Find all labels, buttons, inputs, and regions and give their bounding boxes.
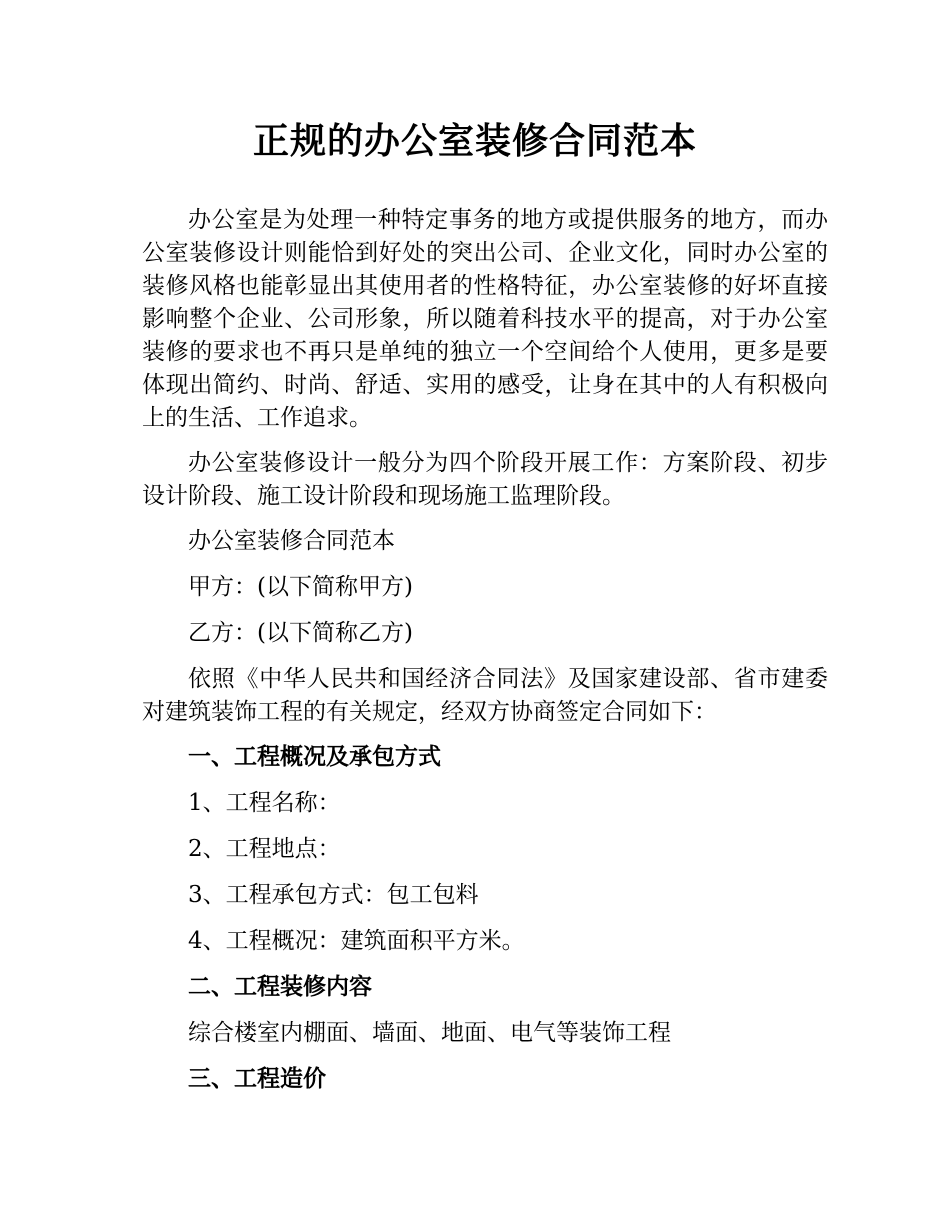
- document-title: 正规的办公室装修合同范本: [252, 121, 697, 162]
- legal-basis-paragraph: 依照《中华人民共和国经济合同法》及国家建设部、省市建委对建筑装饰工程的有关规定，经双方协商签定合同如下：: [142, 666, 828, 725]
- document-body: [142, 204, 828, 1109]
- section-heading-3: 三、工程造价: [188, 1066, 326, 1092]
- design-stages-paragraph: 办公室装修设计一般分为四个阶段开展工作：方案阶段、初步设计阶段、施工设计阶段和现场施工监理阶段。: [142, 450, 828, 509]
- section-heading-2: 二、工程装修内容: [188, 974, 372, 1000]
- section-heading-1: 一、工程概况及承包方式: [188, 744, 441, 770]
- intro-paragraph: 办公室是为处理一种特定事务的地方或提供服务的地方，而办公室装修设计则能恰到好处的突出公司、企业文化，同时办公室的装修风格也能彰显出其使用者的性格特征，办公室装修的好坏直接影响整个企业、公司形象，所以随着科技水平的提高，对于办公室装修的要求也不再只是单纯的独立一个空间给个人使用，更多是要体现出简约、时尚、舒适、实用的感受，让身在其中的人有积极向上的生活、工作追求。: [142, 207, 828, 431]
- contract-method-line: 3、工程承包方式：包工包料: [188, 882, 479, 908]
- project-overview-line: 4、工程概况：建筑面积平方米。: [188, 928, 525, 954]
- project-name-line: 1、工程名称：: [188, 790, 341, 816]
- project-location-line: 2、工程地点：: [188, 836, 341, 862]
- party-b-line: 乙方：(以下简称乙方): [188, 620, 413, 646]
- decoration-scope-line: 综合楼室内棚面、墙面、地面、电气等装饰工程: [188, 1020, 671, 1046]
- contract-name-line: 办公室装修合同范本: [188, 528, 395, 554]
- party-a-line: 甲方：(以下简称甲方): [188, 574, 413, 600]
